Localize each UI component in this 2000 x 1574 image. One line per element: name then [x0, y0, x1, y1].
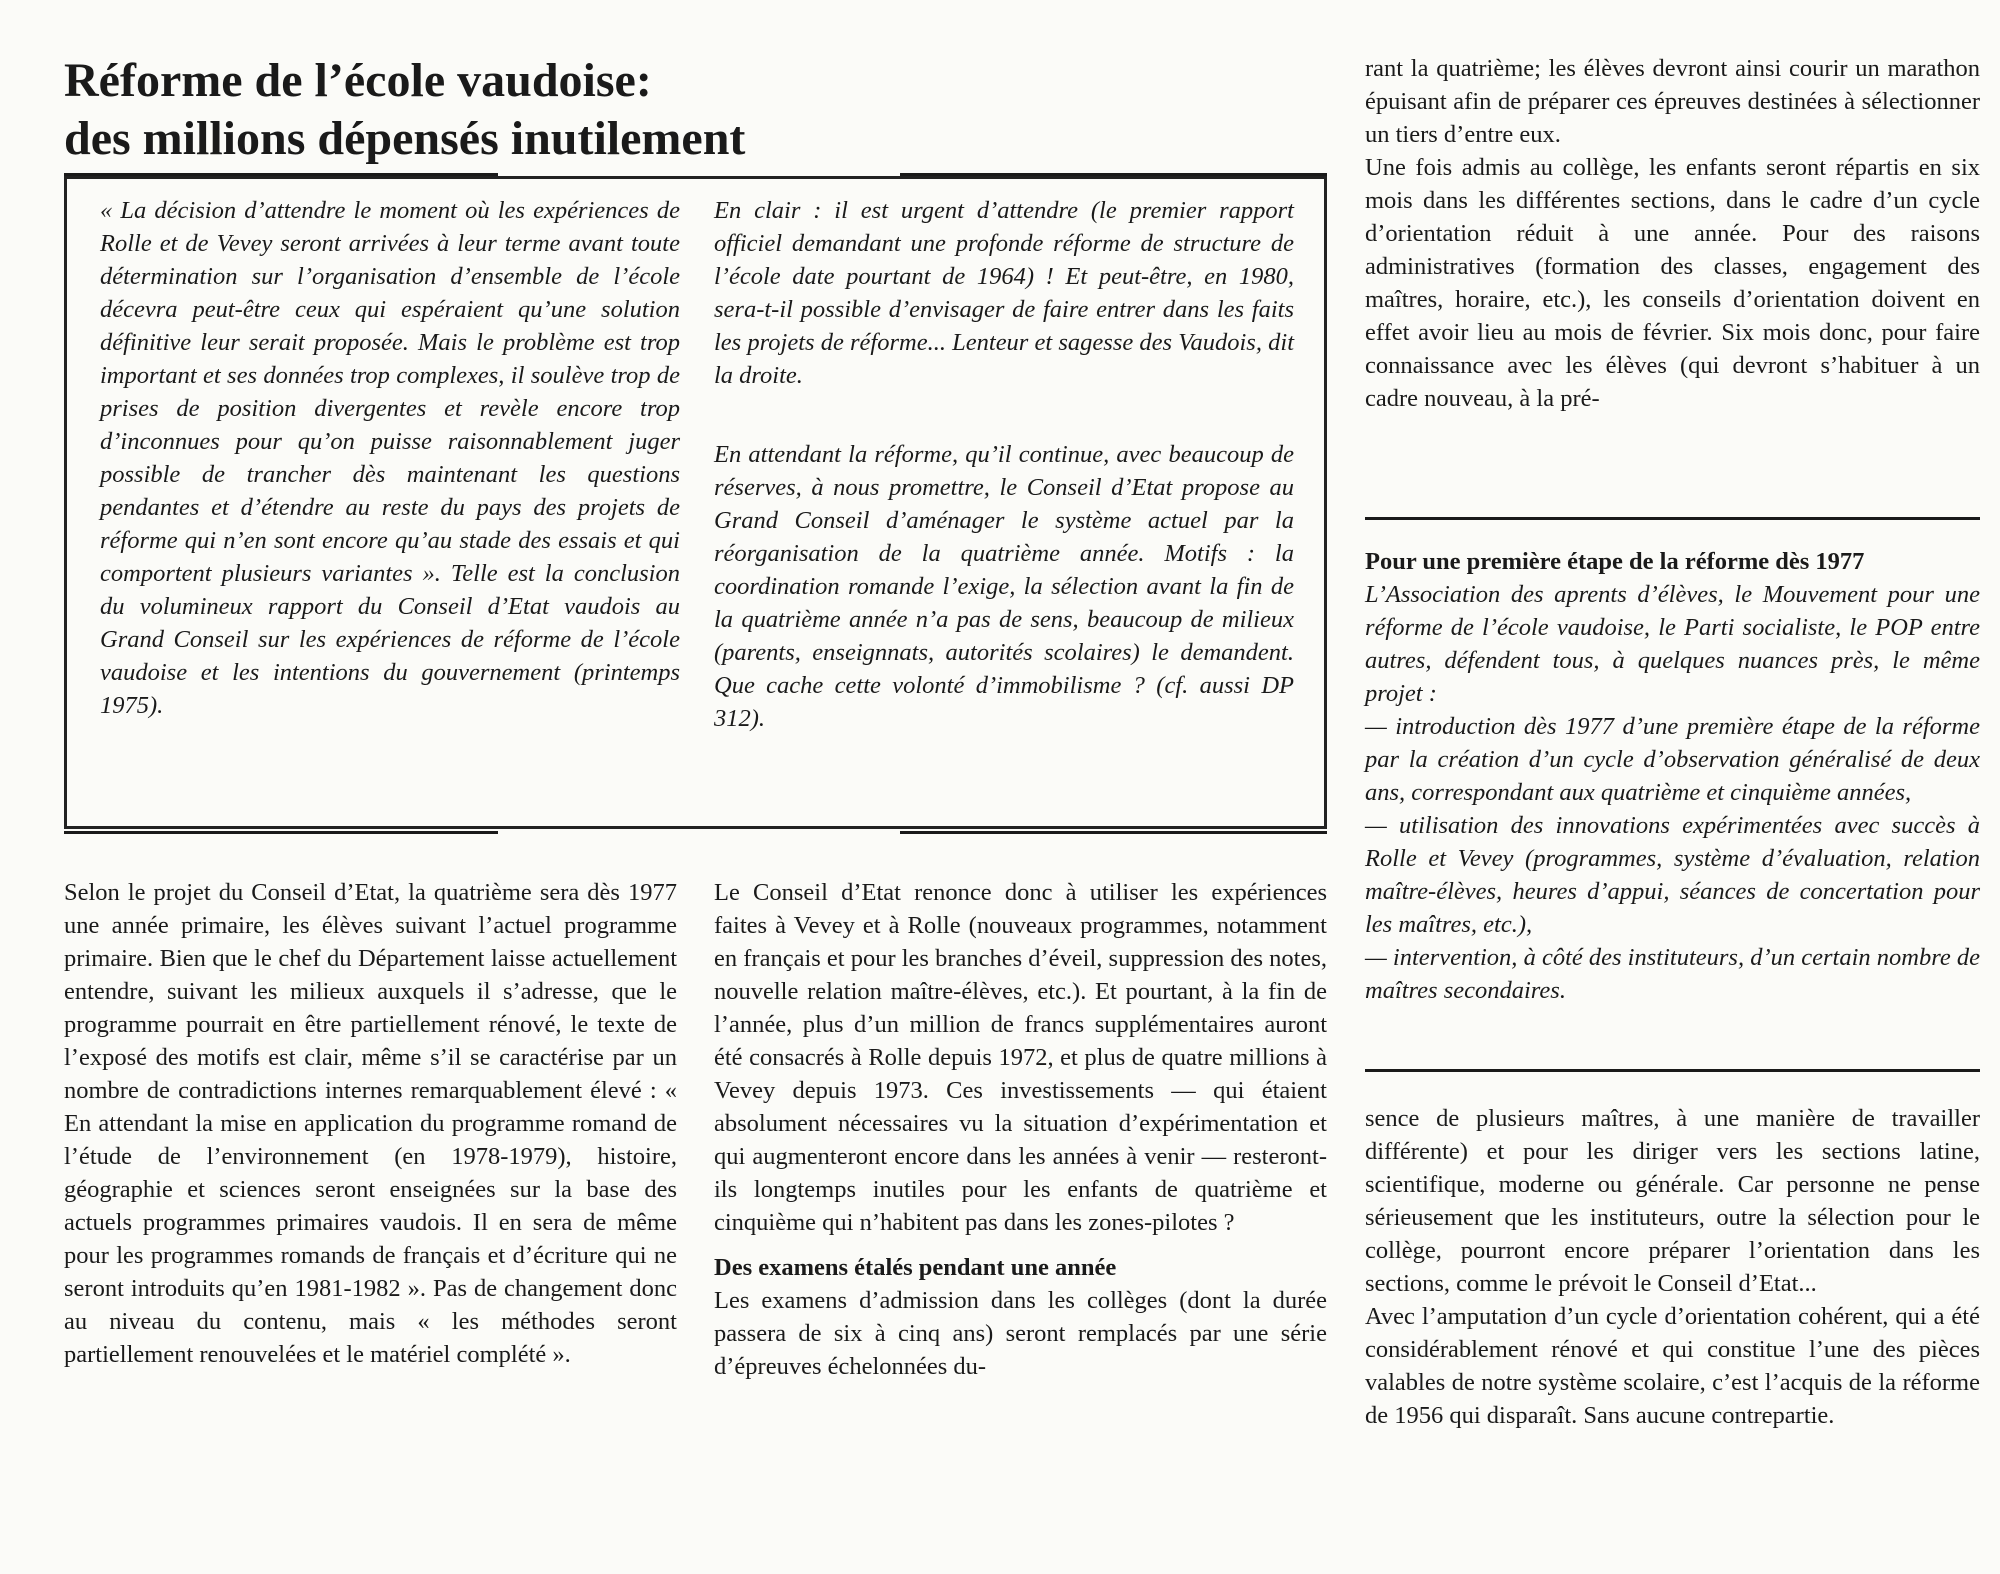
body-paragraph: rant la quatrième; les élèves devront ainsi courir un marathon épuisant afin de préparer ces épreuves destinées à sélectionner un tiers d’entre eux.: [1365, 55, 1980, 148]
intro-commentary-paragraph-1: En clair : il est urgent d’attendre (le premier rapport officiel demandant une profonde réforme de structure de l’école date pourtant de 1964) ! Et peut-être, en 1980, sera-t-il possible d’envisager de faire entrer dans les faits les projets de réforme... Lenteur et sagesse des Vaudois, dit la droite.: [714, 197, 1294, 389]
body-column-2: [714, 876, 1327, 1383]
body-paragraph: Avec l’amputation d’un cycle d’orientation cohérent, qui a été considérablement rénové et qui constitue l’une des pièces valables de notre système scolaire, c’est l’acquis de la réforme de 1956 qui disparaît. Sans aucune contrepartie.: [1365, 1303, 1980, 1429]
sidebar-heading: Pour une première étape de la réforme dès 1977: [1365, 548, 1865, 575]
sidebar-list-item: — utilisation des innovations expérimentées avec succès à Rolle et Vevey (programmes, système d’évaluation, relation maître-élèves, heures d’appui, séances de concertation pour les maîtres, etc.),: [1365, 812, 1980, 938]
sidebar-list-item: — introduction dès 1977 d’une première étape de la réforme par la création d’un cycle d’observation généralisé de deux ans, correspondant aux quatrième et cinquième années,: [1365, 713, 1980, 806]
intro-box-right-text: [714, 194, 1294, 735]
sidebar-bottom-rule: [1365, 1069, 1980, 1072]
sidebar-list-item: — intervention, à côté des instituteurs, d’un certain nombre de maîtres secondaires.: [1365, 944, 1980, 1004]
body-column-3-bottom: [1365, 1102, 1980, 1432]
title-line-2: des millions dépensés inutilement: [64, 112, 746, 165]
box-bottom-rule-right: [900, 831, 1327, 834]
body-column-1: [64, 876, 677, 1371]
box-bottom-rule-left: [64, 831, 498, 834]
body-paragraph: Selon le projet du Conseil d’Etat, la quatrième sera dès 1977 une année primaire, les élèves suivant l’actuel programme primaire. Bien que le chef du Département laisse actuellement entendre, suivant les milieux auxquels il s’adresse, que le programme pourrait en être partiellement rénové, le texte de l’exposé des motifs est clair, même s’il se caractérise par un nombre de contradictions internes remarquablement élevé : « En attendant la mise en application du programme romand de l’étude de l’environnement (en 1978-1979), histoire, géographie et sciences seront enseignées sur la base des actuels programmes primaires vaudois. Il en sera de même pour les programmes romands de français et d’écriture qui ne seront introduits qu’en 1981-1982 ». Pas de changement donc au niveau du contenu, mais « les méthodes seront partiellement renouvelées et le matériel complété ».: [64, 879, 677, 1368]
sidebar-top-rule: [1365, 517, 1980, 520]
sidebar: [1365, 545, 1980, 1007]
body-paragraph: Une fois admis au collège, les enfants seront répartis en six mois dans les différentes sections, dans le cadre d’un cycle d’orientation réduit à une année. Pour des raisons administratives (formation des classes, engagement des maîtres, horaire, etc.), les conseils d’orientation doivent en effet avoir lieu au mois de février. Six mois donc, pour faire connaissance avec les élèves (qui devront s’habituer à un cadre nouveau, à la pré-: [1365, 154, 1980, 412]
sidebar-intro: L’Association des aprents d’élèves, le Mouvement pour une réforme de l’école vaudoise, le Parti socialiste, le POP entre autres, défendent tous, à quelques nuances près, le même projet :: [1365, 581, 1980, 707]
intro-commentary-paragraph-2: En attendant la réforme, qu’il continue, avec beaucoup de réserves, à nous promettre, le Conseil d’Etat propose au Grand Conseil d’aménager le système actuel par la réorganisation de la quatrième année. Motifs : la coordination romande l’exige, la sélection avant la fin de la quatrième année n’a pas de sens, beaucoup de milieux (parents, enseignnats, autorités scolaires) le demandent. Que cache cette volonté d’immobilisme ? (cf. aussi DP 312).: [714, 441, 1294, 732]
section-heading-exams: Des examens étalés pendant une année: [714, 1254, 1117, 1281]
article-title: [64, 52, 1304, 168]
body-column-3-top: [1365, 52, 1980, 415]
body-paragraph: sence de plusieurs maîtres, à une manière de travailler différente) et pour les diriger vers les sections latine, scientifique, moderne ou générale. Car personne ne pense sérieusement que les instituteurs, outre la sélection pour le collège, pourront encore préparer l’orientation dans les sections, comme le prévoit le Conseil d’Etat...: [1365, 1105, 1980, 1297]
body-paragraph: Le Conseil d’Etat renonce donc à utiliser les expériences faites à Vevey et à Rolle (nouveaux programmes, notamment en français et pour les branches d’éveil, suppression des notes, nouvelle relation maître-élèves, etc.). Et pourtant, à la fin de l’année, plus d’un million de francs supplémentaires auront été consacrés à Rolle depuis 1972, et plus de quatre millions à Vevey depuis 1973. Ces investissements — qui étaient absolument nécessaires vu la situation d’expérimentation et qui augmenteront encore dans les années à venir — resteront-ils longtemps inutiles pour les enfants de quatrième et cinquième qui n’habitent pas dans les zones-pilotes ?: [714, 879, 1327, 1236]
intro-box-left-text: [100, 194, 680, 722]
intro-quote-paragraph: « La décision d’attendre le moment où les expériences de Rolle et de Vevey seront arrivées à leur terme avant toute détermination sur l’organisation d’ensemble de l’école décevra peut-être ceux qui espéraient qu’une solution définitive leur serait proposée. Mais le problème est trop important et ses données trop complexes, il soulève trop de prises de position divergentes et revèle encore trop d’inconnues pour qu’on puisse raisonnablement juger possible de trancher dès maintenant les questions pendantes et d’étendre au reste du pays des projets de réforme qui n’en sont encore qu’au stade des essais et qui comportent plusieurs variantes ». Telle est la conclusion du volumineux rapport du Conseil d’Etat vaudois au Grand Conseil sur les expériences de réforme de l’école vaudoise et les intentions du gouvernement (printemps 1975).: [100, 197, 680, 719]
title-line-1: Réforme de l’école vaudoise:: [64, 54, 652, 107]
body-paragraph: Les examens d’admission dans les collèges (dont la durée passera de six à cinq ans) seront remplacés par une série d’épreuves échelonnées du-: [714, 1287, 1327, 1380]
